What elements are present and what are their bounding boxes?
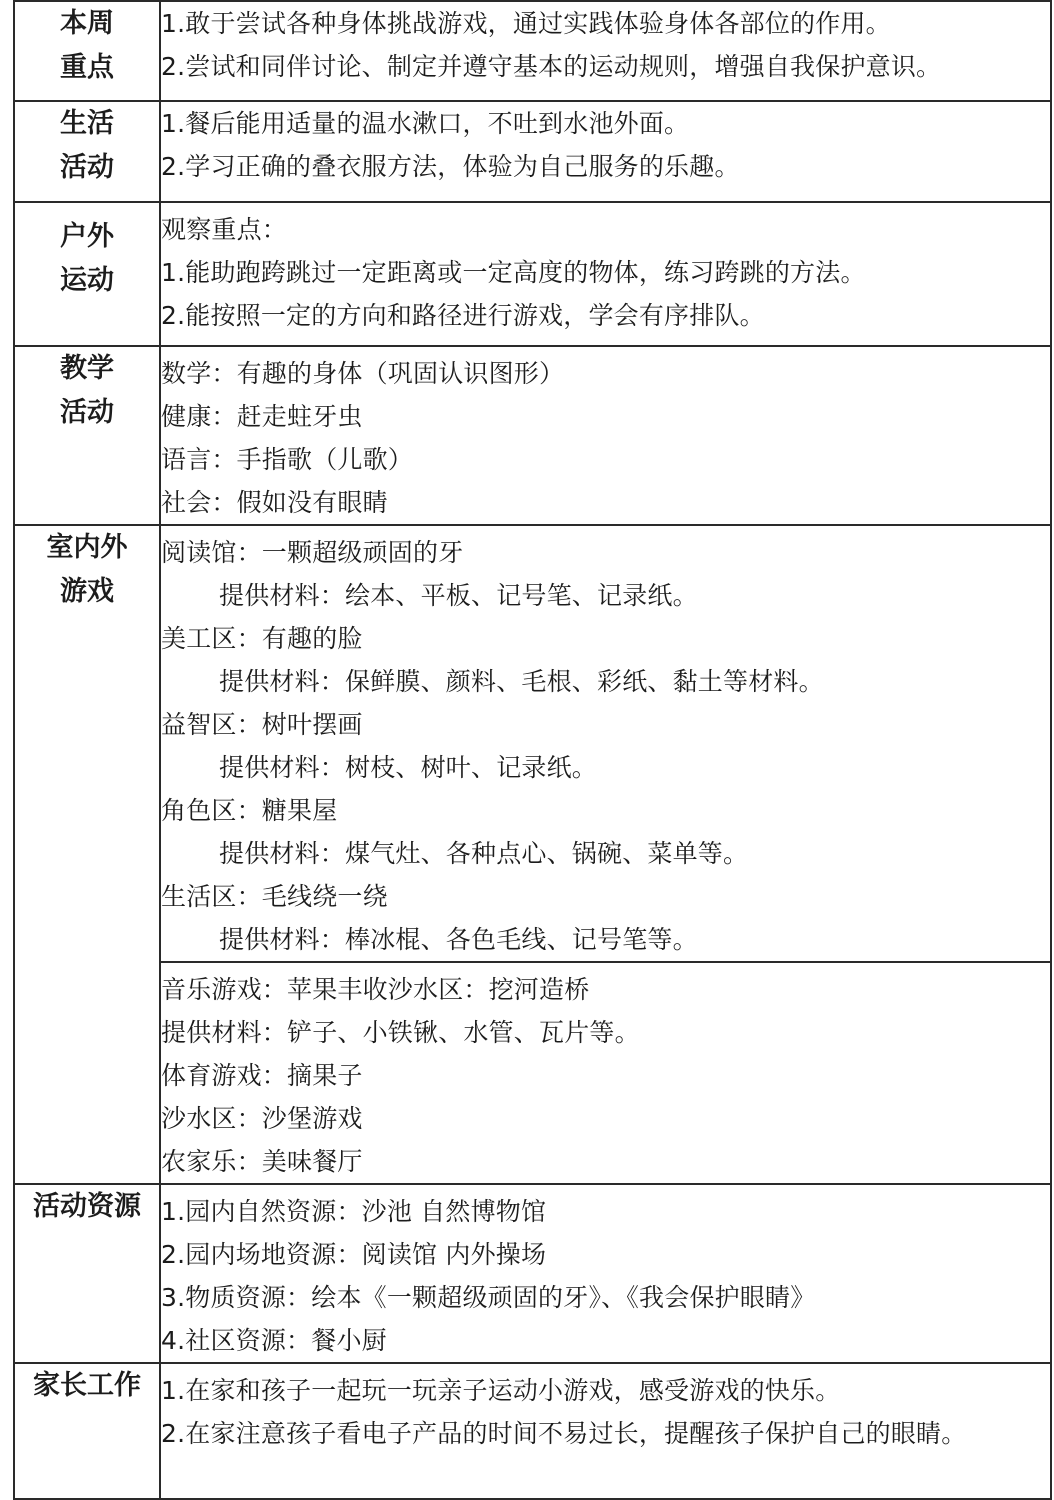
- content-outdoor-sports: [160, 202, 1051, 346]
- resource-line: 4.社区资源：餐小厨: [161, 1326, 387, 1355]
- content-activity-resources: [160, 1184, 1051, 1363]
- label-activity-resources: 活动资源: [14, 1184, 160, 1363]
- outdoor-game-line: 体育游戏：摘果子: [161, 1061, 363, 1090]
- row-parent-work: [14, 1363, 1051, 1499]
- row-indoor-games: [14, 525, 1051, 962]
- parent-line: 1.在家和孩子一起玩一玩亲子运动小游戏，感受游戏的快乐。: [161, 1376, 841, 1405]
- teaching-line: 社会：假如没有眼睛: [161, 488, 388, 517]
- row-weekly-focus: [14, 1, 1051, 101]
- content-teaching-activities: [160, 346, 1051, 525]
- resource-line: 2.园内场地资源：阅读馆 内外操场: [161, 1240, 547, 1269]
- resource-line: 1.园内自然资源：沙池 自然博物馆: [161, 1197, 547, 1226]
- outdoor-game-line: 提供材料：铲子、小铁锹、水管、瓦片等。: [161, 1018, 640, 1047]
- game-materials: 提供材料：棒冰棍、各色毛线、记号笔等。: [219, 925, 698, 954]
- game-materials: 提供材料：绘本、平板、记号笔、记录纸。: [219, 581, 698, 610]
- game-area: 美工区：有趣的脸: [161, 624, 363, 653]
- row-outdoor-games: [14, 962, 1051, 1184]
- content-indoor-games: [160, 525, 1051, 962]
- game-area: 生活区：毛线绕一绕: [161, 882, 388, 911]
- teaching-line: 语言：手指歌（儿歌）: [161, 445, 414, 474]
- label-life-activities: 生活 活动: [14, 101, 160, 202]
- game-materials: 提供材料：煤气灶、各种点心、锅碗、菜单等。: [219, 839, 749, 868]
- focus-line: 1.敢于尝试各种身体挑战游戏，通过实践体验身体各部位的作用。: [161, 9, 891, 38]
- row-activity-resources: [14, 1184, 1051, 1363]
- label-parent-work: 家长工作: [14, 1363, 160, 1499]
- outdoor-game-line: 农家乐：美味餐厅: [161, 1147, 363, 1176]
- game-area: 阅读馆：一颗超级顽固的牙: [161, 538, 464, 567]
- row-life-activities: [14, 101, 1051, 202]
- outdoor-game-line: 沙水区：沙堡游戏: [161, 1104, 363, 1133]
- outdoor-game-line: 音乐游戏：苹果丰收沙水区：挖河造桥: [161, 975, 590, 1004]
- label-outdoor-sports: 户外 运动: [14, 202, 160, 346]
- teaching-line: 数学：有趣的身体（巩固认识图形）: [161, 359, 565, 388]
- row-outdoor-sports: [14, 202, 1051, 346]
- outdoor-line: 2.能按照一定的方向和路径进行游戏，学会有序排队。: [161, 301, 765, 330]
- outdoor-line: 1.能助跑跨跳过一定距离或一定高度的物体，练习跨跳的方法。: [161, 258, 866, 287]
- life-line: 1.餐后能用适量的温水漱口，不吐到水池外面。: [161, 109, 690, 138]
- content-life-activities: [160, 101, 1051, 202]
- label-indoor-outdoor-games: 室内外 游戏: [14, 525, 160, 1184]
- game-area: 益智区：树叶摆画: [161, 710, 363, 739]
- life-line: 2.学习正确的叠衣服方法，体验为自己服务的乐趣。: [161, 152, 740, 181]
- content-outdoor-games: [160, 962, 1051, 1184]
- parent-line: 2.在家注意孩子看电子产品的时间不易过长，提醒孩子保护自己的眼睛。: [161, 1419, 967, 1448]
- game-materials: 提供材料：树枝、树叶、记录纸。: [219, 753, 598, 782]
- focus-line: 2.尝试和同伴讨论、制定并遵守基本的运动规则，增强自我保护意识。: [161, 52, 942, 81]
- label-teaching-activities: 教学 活动: [14, 346, 160, 525]
- resource-line: 3.物质资源：绘本《一颗超级顽固的牙》、《我会保护眼睛》: [161, 1283, 816, 1312]
- outdoor-line: 观察重点：: [161, 215, 288, 244]
- label-weekly-focus: 本周 重点: [14, 1, 160, 101]
- row-teaching-activities: [14, 346, 1051, 525]
- game-materials: 提供材料：保鲜膜、颜料、毛根、彩纸、黏土等材料。: [219, 667, 824, 696]
- content-parent-work: [160, 1363, 1051, 1499]
- game-area: 角色区：糖果屋: [161, 796, 338, 825]
- weekly-plan-table: [13, 0, 1052, 1500]
- teaching-line: 健康：赶走蛀牙虫: [161, 402, 363, 431]
- content-weekly-focus: [160, 1, 1051, 101]
